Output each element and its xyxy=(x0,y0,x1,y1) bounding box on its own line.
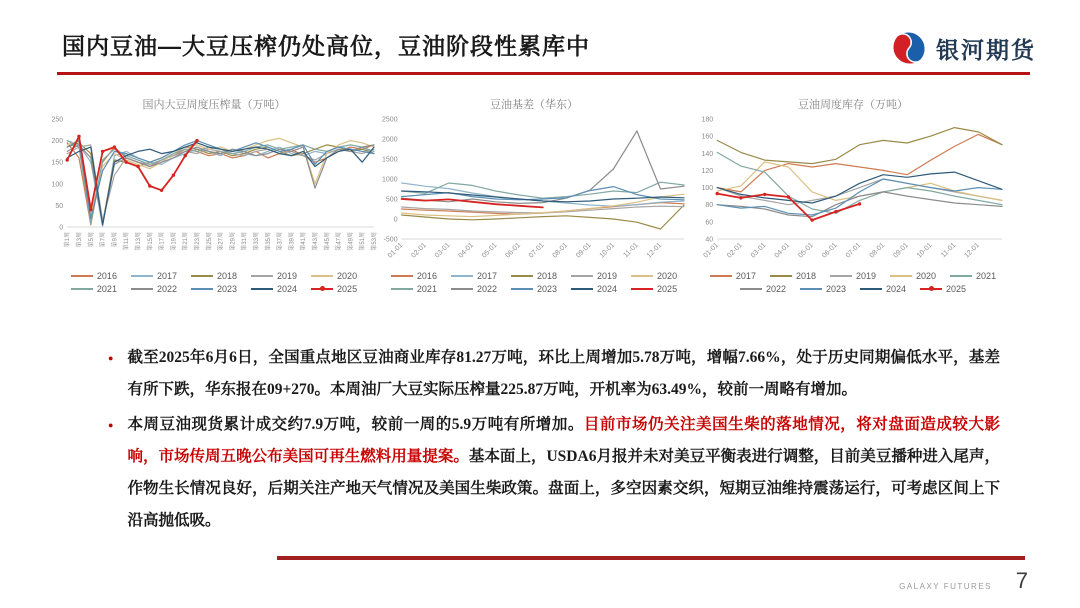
svg-text:140: 140 xyxy=(701,150,714,158)
legend-item-2016 xyxy=(71,271,117,281)
legend-swatch xyxy=(860,288,882,290)
bullet-text: 本周豆油现货累计成交约7.9万吨，较前一周的5.9万吨有所增加。目前市场仍关注美国生柴的落地情况，将对盘面造成较大影响，市场传周五晚公布美国可再生燃料用量提案。基本面上，USDA6月报并未对美豆平衡表进行调整，目前美豆播种进入尾声，作物生长情况良好，后期关注产地天气情况及美国生柴政策。盘面上，多空因素交织，短期豆油维持震荡运行，可考虑区间上下沿高抛低吸。 xyxy=(127,416,1000,529)
svg-text:40: 40 xyxy=(705,236,714,244)
legend-item-2024 xyxy=(860,284,906,294)
legend-label: 2019 xyxy=(277,271,298,281)
svg-text:第3周: 第3周 xyxy=(77,232,83,248)
svg-text:180: 180 xyxy=(701,116,714,124)
svg-text:12-01: 12-01 xyxy=(963,241,982,260)
svg-text:第7周: 第7周 xyxy=(100,232,107,248)
legend-label: 2017 xyxy=(156,271,177,281)
legend-item-2020 xyxy=(631,271,677,281)
svg-text:07-01: 07-01 xyxy=(528,241,546,260)
svg-text:500: 500 xyxy=(385,196,398,204)
legend-swatch xyxy=(571,288,593,290)
legend-label: 2017 xyxy=(735,271,756,281)
inventory-plot xyxy=(696,113,1010,265)
svg-text:100: 100 xyxy=(701,185,714,193)
svg-text:第53周: 第53周 xyxy=(372,232,378,251)
legend-label: 2022 xyxy=(765,284,786,294)
legend-swatch xyxy=(391,288,413,290)
svg-text:120: 120 xyxy=(701,167,714,175)
legend-label: 2020 xyxy=(337,271,358,281)
legend-swatch xyxy=(740,288,762,290)
legend-item-2023 xyxy=(511,284,557,294)
legend-swatch xyxy=(71,288,93,290)
svg-text:07-01: 07-01 xyxy=(844,241,863,260)
legend-label: 2016 xyxy=(96,271,117,281)
crush-volume-plot xyxy=(46,113,382,265)
legend-item-2025 xyxy=(920,284,966,294)
legend-label: 2018 xyxy=(795,271,816,281)
legend-item-2021 xyxy=(950,271,996,281)
page-number: 7 xyxy=(1015,568,1028,593)
svg-text:11-01: 11-01 xyxy=(940,241,958,260)
legend-label: 2022 xyxy=(476,284,497,294)
legend-swatch xyxy=(191,288,213,290)
legend-label: 2025 xyxy=(337,284,358,294)
legend-marker-dot xyxy=(320,286,325,291)
svg-text:第51周: 第51周 xyxy=(360,232,367,251)
footer-brand: GALAXY FUTURES xyxy=(899,582,992,591)
legend-swatch xyxy=(511,275,533,277)
legend-label: 2021 xyxy=(976,271,997,281)
legend-swatch xyxy=(890,275,912,277)
svg-text:05-01: 05-01 xyxy=(797,241,815,260)
svg-text:60: 60 xyxy=(705,219,714,227)
chart-title: 国内大豆周度压榨量（万吨） xyxy=(142,99,286,111)
legend-label: 2021 xyxy=(416,284,437,294)
bullet-item xyxy=(108,342,1000,406)
chart-legend xyxy=(46,271,382,294)
legend-label: 2025 xyxy=(946,284,967,294)
svg-text:250: 250 xyxy=(51,116,64,124)
chart-title: 豆油基差（华东） xyxy=(490,99,578,111)
svg-text:第27周: 第27周 xyxy=(218,232,225,251)
legend-item-2016 xyxy=(391,271,437,281)
svg-text:200: 200 xyxy=(51,138,64,146)
svg-text:08-01: 08-01 xyxy=(551,241,570,260)
legend-label: 2023 xyxy=(825,284,846,294)
svg-text:第31周: 第31周 xyxy=(242,232,249,251)
svg-text:06-01: 06-01 xyxy=(821,241,839,260)
legend-item-2017 xyxy=(710,271,756,281)
legend-item-2018 xyxy=(191,271,237,281)
legend-swatch xyxy=(311,275,333,277)
svg-text:第1周: 第1周 xyxy=(65,232,72,248)
svg-text:第15周: 第15周 xyxy=(147,232,154,251)
legend-item-2025 xyxy=(631,284,677,294)
svg-text:08-01: 08-01 xyxy=(868,241,887,260)
legend-swatch xyxy=(511,288,533,290)
svg-text:100: 100 xyxy=(51,181,64,189)
legend-item-2017 xyxy=(451,271,497,281)
legend-label: 2018 xyxy=(216,271,238,281)
svg-text:04-01: 04-01 xyxy=(773,241,792,260)
legend-marker-dot xyxy=(929,286,934,291)
legend-label: 2018 xyxy=(536,271,558,281)
legend-label: 2024 xyxy=(886,284,907,294)
svg-text:09-01: 09-01 xyxy=(575,241,593,260)
svg-text:0: 0 xyxy=(59,224,64,232)
svg-text:12-01: 12-01 xyxy=(645,241,664,260)
bullet-item xyxy=(108,409,1000,537)
svg-text:第23周: 第23周 xyxy=(195,232,201,251)
legend-label: 2020 xyxy=(916,271,937,281)
legend-item-2025 xyxy=(311,284,357,294)
legend-swatch xyxy=(710,275,732,277)
svg-text:03-01: 03-01 xyxy=(749,241,768,260)
svg-text:第17周: 第17周 xyxy=(159,232,166,251)
summary-bullets xyxy=(108,342,1000,540)
legend-item-2019 xyxy=(830,271,876,281)
legend-label: 2016 xyxy=(416,271,437,281)
chart-legend xyxy=(376,271,692,294)
legend-item-2024 xyxy=(251,284,297,294)
legend-item-2017 xyxy=(131,271,177,281)
legend-label: 2019 xyxy=(855,271,877,281)
legend-item-2024 xyxy=(571,284,617,294)
legend-swatch xyxy=(251,275,273,277)
legend-swatch xyxy=(251,288,273,290)
svg-text:1500: 1500 xyxy=(382,156,398,164)
brand-name: 银河期货 xyxy=(936,36,1036,63)
legend-swatch xyxy=(311,288,333,290)
legend-label: 2017 xyxy=(476,271,497,281)
svg-text:第25周: 第25周 xyxy=(206,232,213,251)
bullet-text: 截至2025年6月6日，全国重点地区豆油商业库存81.27万吨，环比上周增加5.78万吨，增幅7.66%，处于历史同期偏低水平，基差有所下跌，华东报在09+270。本周油厂大豆实际压榨量225.87万吨，开机率为63.49%，较前一周略有增加。 xyxy=(127,349,1000,398)
svg-text:第35周: 第35周 xyxy=(265,232,272,251)
legend-label: 2019 xyxy=(597,271,618,281)
svg-text:02-01: 02-01 xyxy=(726,241,744,260)
svg-text:第41周: 第41周 xyxy=(301,232,308,251)
legend-swatch xyxy=(631,288,653,290)
svg-text:第45周: 第45周 xyxy=(324,232,331,251)
legend-item-2020 xyxy=(890,271,936,281)
svg-text:0: 0 xyxy=(393,216,398,224)
svg-text:第47周: 第47周 xyxy=(336,232,343,251)
bullet-dot-icon: ● xyxy=(108,353,114,363)
legend-swatch xyxy=(131,275,153,277)
svg-text:04-01: 04-01 xyxy=(457,241,476,260)
svg-text:第11周: 第11周 xyxy=(124,232,131,251)
legend-label: 2020 xyxy=(657,271,678,281)
legend-item-2022 xyxy=(451,284,497,294)
svg-text:09-01: 09-01 xyxy=(892,241,910,260)
svg-text:第29周: 第29周 xyxy=(230,232,237,251)
legend-swatch xyxy=(451,275,473,277)
chart-crush-volume xyxy=(46,98,382,294)
title-underline xyxy=(57,72,1030,75)
legend-label: 2021 xyxy=(96,284,117,294)
svg-text:-500: -500 xyxy=(383,236,398,244)
svg-text:160: 160 xyxy=(701,133,714,141)
legend-item-2019 xyxy=(251,271,297,281)
legend-item-2021 xyxy=(391,284,437,294)
svg-text:第13周: 第13周 xyxy=(136,232,142,251)
legend-item-2020 xyxy=(311,271,357,281)
legend-swatch xyxy=(191,275,213,277)
legend-swatch xyxy=(71,275,93,277)
svg-text:2500: 2500 xyxy=(382,116,398,124)
svg-text:11-01: 11-01 xyxy=(622,241,640,260)
svg-text:02-01: 02-01 xyxy=(410,241,428,260)
legend-item-2022 xyxy=(131,284,177,294)
footer-divider xyxy=(277,556,1025,560)
legend-label: 2023 xyxy=(536,284,558,294)
chart-legend xyxy=(696,271,1010,294)
legend-item-2021 xyxy=(71,284,117,294)
basis-plot xyxy=(376,113,692,265)
legend-swatch xyxy=(451,288,473,290)
chart-weekly-inventory xyxy=(696,98,1010,294)
galaxy-swirl-icon xyxy=(889,28,929,68)
svg-text:第9周: 第9周 xyxy=(112,232,119,248)
legend-label: 2024 xyxy=(277,284,298,294)
svg-text:150: 150 xyxy=(51,159,64,167)
legend-swatch xyxy=(950,275,972,277)
bullet-dot-icon: ● xyxy=(108,420,114,430)
legend-item-2018 xyxy=(770,271,816,281)
svg-text:01-01: 01-01 xyxy=(386,241,405,260)
svg-text:05-01: 05-01 xyxy=(480,241,499,260)
svg-text:第33周: 第33周 xyxy=(254,232,260,251)
legend-swatch xyxy=(830,275,852,277)
legend-swatch xyxy=(800,288,822,290)
svg-text:10-01: 10-01 xyxy=(916,241,934,260)
svg-text:第21周: 第21周 xyxy=(183,232,190,251)
chart-title: 豆油周度库存（万吨） xyxy=(798,99,908,111)
svg-text:01-01: 01-01 xyxy=(702,241,721,260)
page-title: 国内豆油—大豆压榨仍处高位，豆油阶段性累库中 xyxy=(62,33,590,59)
svg-text:第5周: 第5周 xyxy=(88,232,95,248)
legend-item-2022 xyxy=(740,284,786,294)
svg-text:10-01: 10-01 xyxy=(598,241,617,260)
svg-text:第19周: 第19周 xyxy=(171,232,178,251)
svg-text:1000: 1000 xyxy=(382,176,398,184)
svg-text:第39周: 第39周 xyxy=(289,232,296,251)
legend-swatch xyxy=(131,288,153,290)
svg-text:50: 50 xyxy=(55,202,64,210)
svg-text:80: 80 xyxy=(705,202,714,210)
legend-item-2023 xyxy=(191,284,237,294)
legend-label: 2025 xyxy=(657,284,678,294)
legend-swatch xyxy=(631,275,653,277)
legend-label: 2023 xyxy=(216,284,238,294)
legend-swatch xyxy=(391,275,413,277)
legend-swatch xyxy=(571,275,593,277)
svg-text:03-01: 03-01 xyxy=(433,241,452,260)
svg-text:2000: 2000 xyxy=(382,136,398,144)
legend-swatch xyxy=(770,275,792,277)
legend-swatch xyxy=(920,288,942,290)
legend-item-2018 xyxy=(511,271,557,281)
svg-text:第49周: 第49周 xyxy=(348,232,355,251)
legend-item-2023 xyxy=(800,284,846,294)
svg-text:06-01: 06-01 xyxy=(504,241,523,260)
legend-label: 2024 xyxy=(597,284,618,294)
svg-text:第43周: 第43周 xyxy=(313,232,319,251)
legend-label: 2022 xyxy=(156,284,177,294)
brand-logo xyxy=(889,28,1036,68)
legend-item-2019 xyxy=(571,271,617,281)
svg-text:第37周: 第37周 xyxy=(277,232,284,251)
chart-basis-eastchina xyxy=(376,98,692,294)
